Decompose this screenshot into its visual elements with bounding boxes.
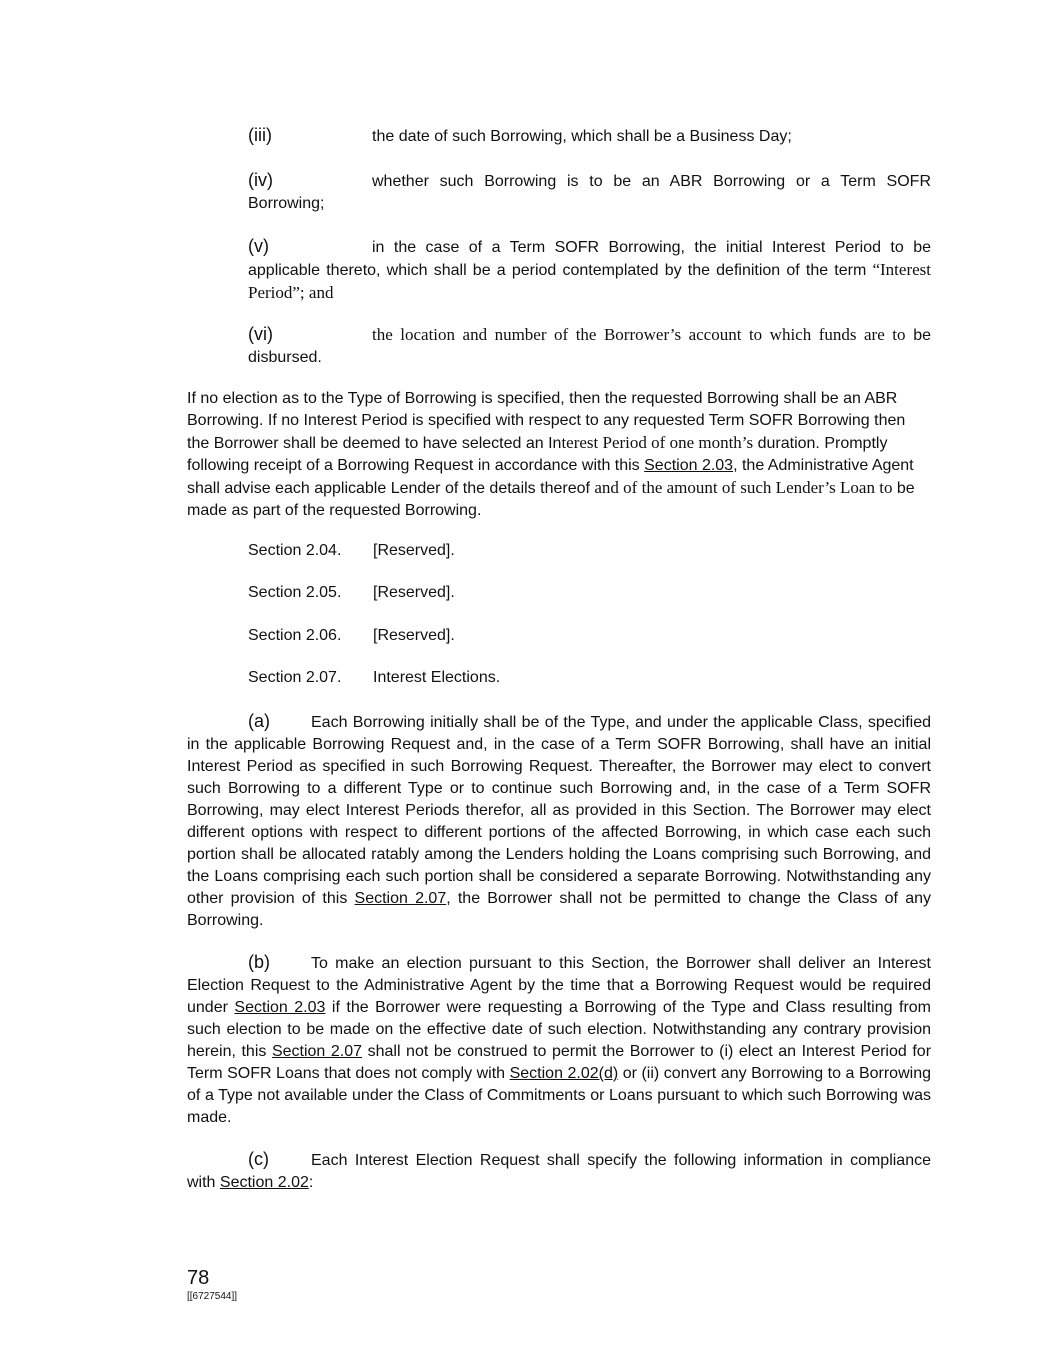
section-label: Section 2.04. bbox=[248, 542, 342, 559]
section-heading bbox=[248, 625, 455, 647]
section-link[interactable]: Section 2.03 bbox=[644, 457, 734, 474]
paragraph-text: or (ii) convert any Borrowing to a Borrowing of a Type not available under the Class of Commitments or Loans pursuant to which such Borrowing was made. bbox=[187, 1065, 931, 1126]
paragraph-text-serif: terest Period of one month’s bbox=[561, 433, 754, 452]
item-number: (v) bbox=[248, 236, 269, 256]
item-text: in the case of a Term SOFR Borrowing, the initial Interest Period to be applicable thereto, which shall be a period contemplated by the definition of the term bbox=[248, 239, 931, 279]
section-heading bbox=[248, 582, 455, 604]
paragraph-text-serif: and of the amount of such Lender’s Loan to bbox=[594, 478, 893, 497]
section-title: [Reserved]. bbox=[373, 627, 455, 644]
paragraph-text: If no election as to the Type of Borrowing is specified, then the requested Borrowing shall be an ABR Borrowing. If no Interest Period is specified with respect to any requested Term SOFR Borrowing then the Borrower shall be deemed to have selected an In bbox=[187, 390, 906, 452]
page-number: 78 bbox=[187, 1267, 210, 1289]
section-link[interactable]: Section 2.02(d) bbox=[509, 1065, 619, 1082]
paragraph-number: (a) bbox=[248, 711, 270, 731]
item-text: the date of such Borrowing, which shall be a Business Day; bbox=[372, 128, 792, 145]
section-title: [Reserved]. bbox=[373, 584, 455, 601]
item-text-serif: “Interest Period”; and bbox=[248, 260, 931, 302]
item-v bbox=[248, 235, 931, 305]
item-number: (iv) bbox=[248, 170, 273, 190]
paragraph-text: be made as part of the requested Borrowing. bbox=[187, 480, 915, 519]
item-iii bbox=[248, 124, 931, 148]
section-title: Interest Elections. bbox=[373, 669, 501, 686]
item-text: whether such Borrowing is to be an ABR Borrowing or a Term SOFR Borrowing; bbox=[248, 173, 931, 212]
section-link[interactable]: Section 2.03 bbox=[234, 999, 326, 1016]
section-label: Section 2.06. bbox=[248, 627, 342, 644]
item-number: (vi) bbox=[248, 324, 273, 344]
paragraph-b bbox=[187, 951, 931, 1129]
item-text-serif: the location and number of the Borrower’s account to which funds are to bbox=[372, 325, 906, 344]
paragraph-number: (b) bbox=[248, 952, 270, 972]
paragraph-a bbox=[187, 710, 931, 932]
paragraph-text: : bbox=[308, 1174, 314, 1191]
paragraph-number: (c) bbox=[248, 1149, 269, 1169]
section-label: Section 2.07. bbox=[248, 669, 342, 686]
paragraph-text: Each Interest Election Request shall specify the following information in compliance with bbox=[187, 1152, 931, 1191]
section-label: Section 2.05. bbox=[248, 584, 342, 601]
item-iv bbox=[248, 169, 931, 215]
paragraph-c bbox=[187, 1148, 931, 1194]
election-paragraph bbox=[187, 388, 931, 522]
item-number: (iii) bbox=[248, 125, 272, 145]
section-link[interactable]: Section 2.07 bbox=[271, 1043, 363, 1060]
section-link[interactable]: Section 2.07 bbox=[354, 890, 447, 907]
item-text: be disbursed. bbox=[248, 327, 931, 366]
section-link[interactable]: Section 2.02 bbox=[219, 1174, 309, 1191]
paragraph-text: , the Borrower shall not be permitted to change the Class of any Borrowing. bbox=[187, 890, 931, 929]
paragraph-text: if the Borrower were requesting a Borrowing of the Type and Class resulting from such election to be made on the effective date of such election. Notwithstanding any contrary provision herein, this bbox=[187, 999, 932, 1060]
paragraph-text: , the Administrative Agent shall advise each applicable Lender of the details thereof bbox=[187, 457, 914, 497]
paragraph-text: Each Borrowing initially shall be of the Type, and under the applicable Class, specified in the applicable Borrowing Request and, in the case of a Term SOFR Borrowing, shall have an initial Interest Period as specified in such Borrowing Request. Thereafter, the Borrower may elect to convert such Borrowing to a different Type or to continue such Borrowing and, in the case of a Term SOFR Borrowing, may elect Interest Periods therefor, all as provided in this Section. The Borrower may elect different options with respect to different portions of the affected Borrowing, in which case each such portion shall be allocated ratably among the Lenders holding the Loans comprising such Borrowing, and the Loans comprising each such portion shall be considered a separate Borrowing. Notwithstanding any other provision of this bbox=[187, 714, 931, 907]
paragraph-text: shall not be construed to permit the Borrower to (i) elect an Interest Period for Term SOFR Loans that does not comply with bbox=[187, 1043, 932, 1082]
paragraph-text: duration. Promptly following receipt of a Borrowing Request in accordance with this bbox=[187, 435, 888, 474]
section-title: [Reserved]. bbox=[373, 542, 455, 559]
item-vi bbox=[248, 323, 931, 369]
section-heading bbox=[248, 540, 455, 562]
section-heading bbox=[248, 667, 500, 689]
document-id: [[6727544]] bbox=[187, 1291, 238, 1302]
paragraph-text: To make an election pursuant to this Section, the Borrower shall deliver an Interest Election Request to the Administrative Agent by the time that a Borrowing Request would be required under bbox=[187, 955, 931, 1016]
